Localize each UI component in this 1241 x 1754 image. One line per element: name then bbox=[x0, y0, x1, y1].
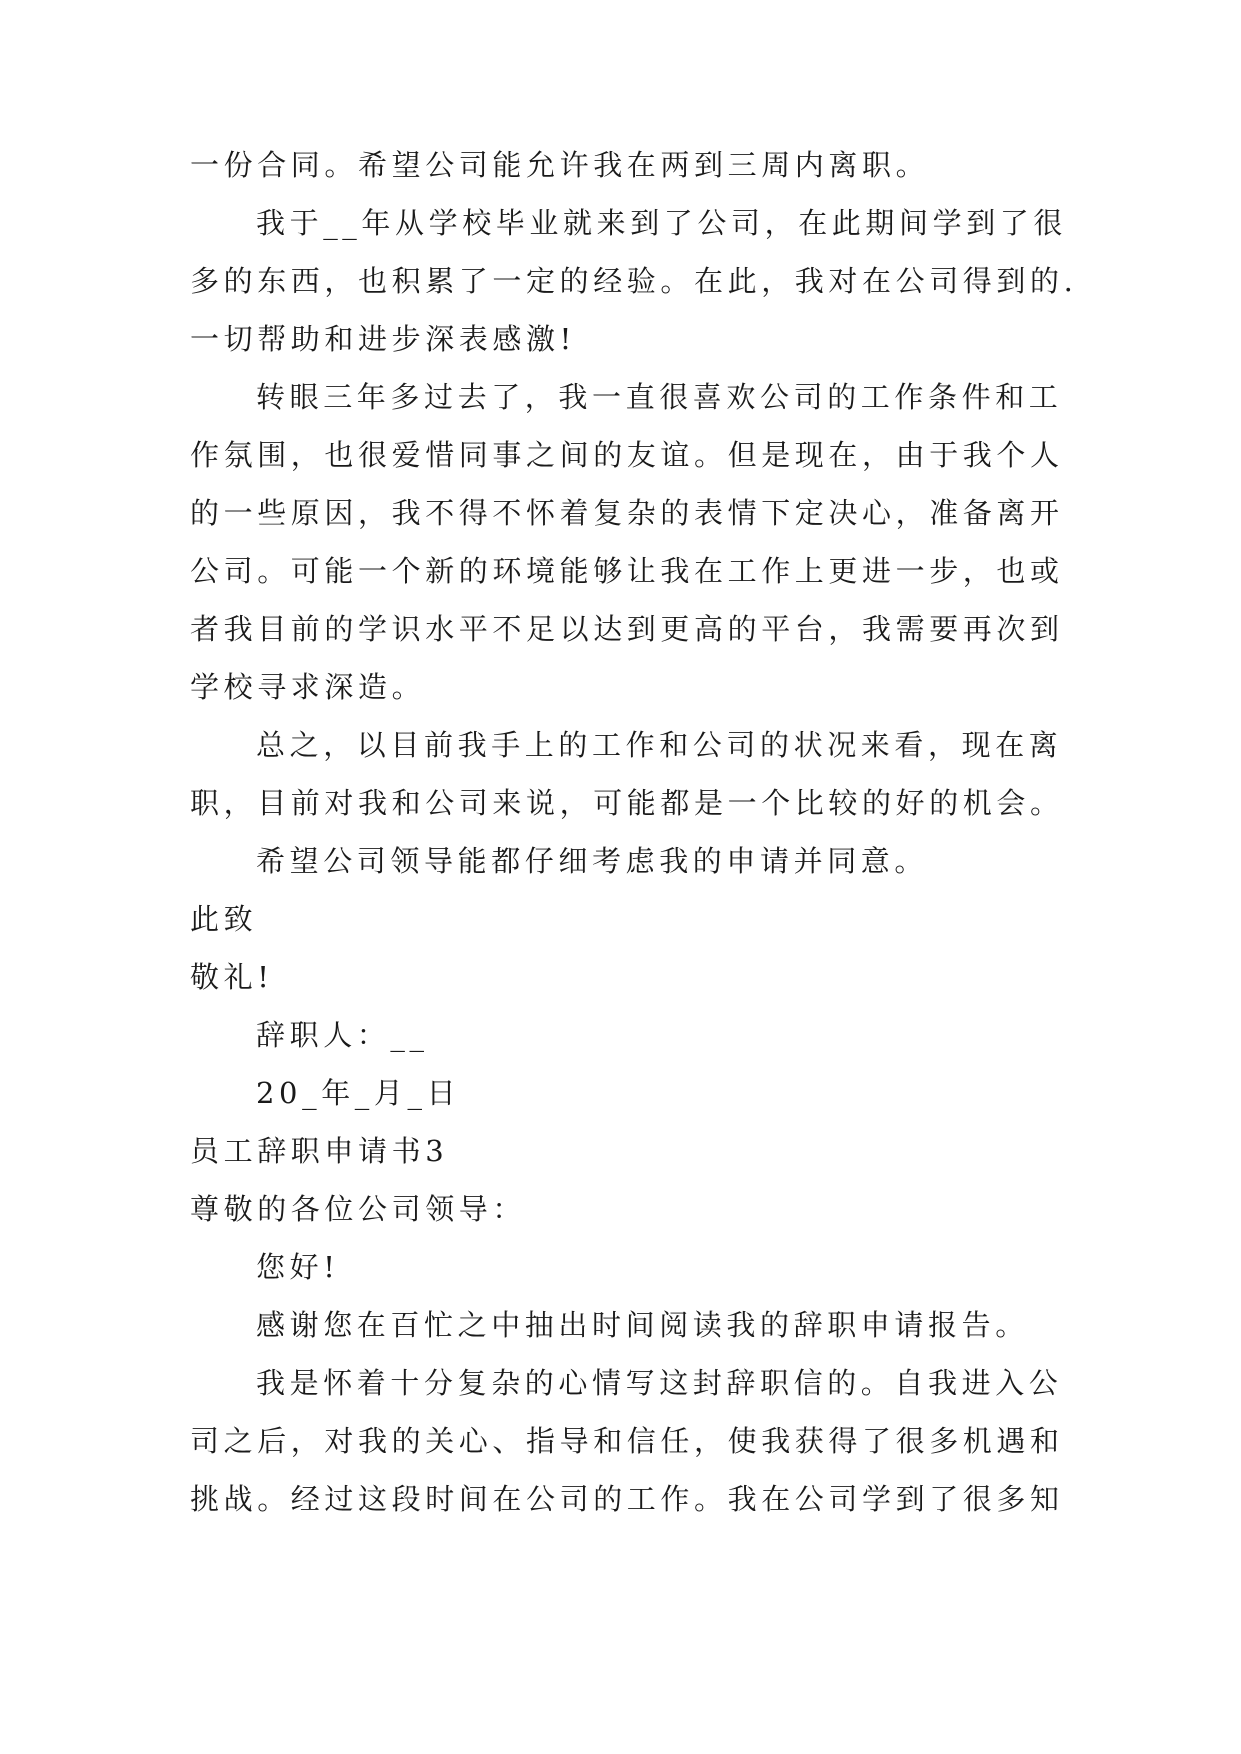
paragraph-start: 总之，以目前我手上的工作和公司的状况来看，现在离 bbox=[256, 728, 1063, 762]
greeting-line: 尊敬的各位公司领导： bbox=[190, 1192, 527, 1226]
text-line: 挑战。经过这段时间在公司的工作。我在公司学到了很多知 bbox=[190, 1482, 1064, 1516]
section-heading: 员工辞职申请书3 bbox=[190, 1134, 449, 1168]
signature-line: 辞职人：__ bbox=[256, 1018, 429, 1052]
date-line: 20_年_月_日 bbox=[256, 1076, 461, 1110]
greeting-line: 您好! bbox=[256, 1250, 340, 1284]
text-line: 公司。可能一个新的环境能够让我在工作上更进一步，也或 bbox=[190, 554, 1064, 588]
text-line: 的一些原因，我不得不怀着复杂的表情下定决心，准备离开 bbox=[190, 496, 1064, 530]
text-line: 职，目前对我和公司来说，可能都是一个比较的好的机会。 bbox=[190, 786, 1064, 820]
salutation-line: 敬礼! bbox=[190, 960, 274, 994]
paragraph-start: 转眼三年多过去了，我一直很喜欢公司的工作条件和工 bbox=[256, 380, 1063, 414]
paragraph-start: 我是怀着十分复杂的心情写这封辞职信的。自我进入公 bbox=[256, 1366, 1063, 1400]
paragraph-start: 我于__年从学校毕业就来到了公司，在此期间学到了很 bbox=[256, 206, 1068, 240]
closing-line: 此致 bbox=[190, 902, 258, 936]
paragraph-start: 希望公司领导能都仔细考虑我的申请并同意。 bbox=[256, 844, 929, 878]
text-line: 一切帮助和进步深表感激! bbox=[190, 322, 576, 356]
text-line: 多的东西，也积累了一定的经验。在此，我对在公司得到的. bbox=[190, 264, 1078, 298]
text-line: 一份合同。希望公司能允许我在两到三周内离职。 bbox=[190, 148, 930, 182]
paragraph-start: 感谢您在百忙之中抽出时间阅读我的辞职申请报告。 bbox=[256, 1308, 1029, 1342]
text-line: 者我目前的学识水平不足以达到更高的平台，我需要再次到 bbox=[190, 612, 1064, 646]
text-line: 作氛围，也很爱惜同事之间的友谊。但是现在，由于我个人 bbox=[190, 438, 1064, 472]
text-line: 司之后，对我的关心、指导和信任，使我获得了很多机遇和 bbox=[190, 1424, 1064, 1458]
text-line: 学校寻求深造。 bbox=[190, 670, 426, 704]
